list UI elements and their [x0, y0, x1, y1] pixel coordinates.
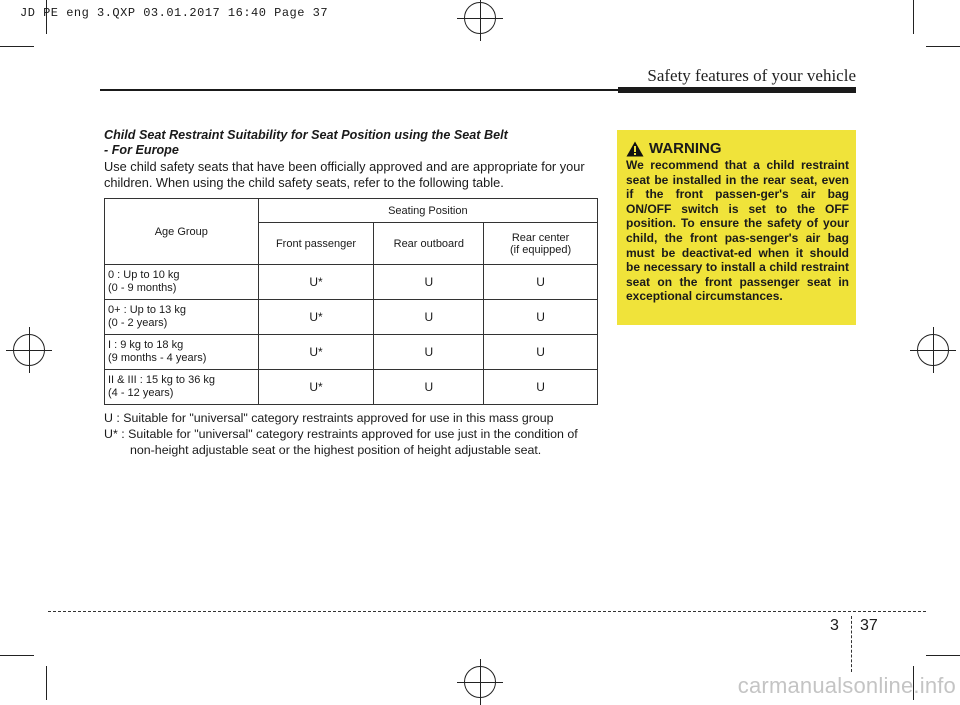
intro-paragraph: Use child safety seats that have been officially approved and are appropriate for your children. When using the child safety seats, refer to the following table.: [104, 159, 585, 190]
warning-text: We recommend that a child restraint seat be installed in the rear seat, even if the front passen-ger's air bag ON/OFF switch is set to the OFF position. To ensure the safety of your child, the front pas-senger's air bag must be deactivat-ed when it should be necessary to install a child restraint seat on the front passenger seat in exceptional circumstances.: [626, 158, 849, 304]
value-cell: U: [484, 335, 598, 370]
age-cell: [105, 300, 259, 335]
age-range: I : 9 kg to 18 kg: [108, 339, 184, 351]
age-cell: [105, 335, 259, 370]
footer-rule: [48, 611, 926, 612]
crop-mark: [0, 655, 34, 656]
legend-notes: [104, 410, 604, 458]
note-universal: U : Suitable for "universal" category restraints approved for use in this mass group: [104, 411, 554, 425]
crop-mark: [913, 0, 914, 34]
col-header-rear-center: [484, 223, 598, 265]
warning-triangle-icon: [626, 141, 644, 157]
table-row: [105, 265, 598, 300]
print-stamp: JD PE eng 3.QXP 03.01.2017 16:40 Page 37: [20, 6, 329, 20]
age-span: (9 months - 4 years): [108, 352, 207, 364]
value-cell: U*: [258, 265, 374, 300]
rear-center-sublabel: (if equipped): [510, 243, 572, 256]
registration-mark-icon: [917, 334, 949, 366]
watermark: carmanualsonline.info: [737, 673, 956, 698]
page-title: [104, 128, 604, 158]
age-span: (4 - 12 years): [108, 387, 174, 399]
value-cell: U: [374, 370, 484, 405]
note-universal-conditional: U* : Suitable for "universal" category restraints approved for use just in the condition of non-height adjustable seat or the highest position of height adjustable seat.: [104, 427, 578, 457]
age-group-header: Age Group: [105, 199, 259, 265]
table-row: [105, 300, 598, 335]
suitability-table: [104, 198, 598, 405]
value-cell: U: [374, 300, 484, 335]
crop-mark: [46, 666, 47, 700]
value-cell: U: [484, 370, 598, 405]
age-range: 0+ : Up to 13 kg: [108, 304, 186, 316]
value-cell: U: [484, 300, 598, 335]
registration-mark-icon: [464, 666, 496, 698]
page-number-divider: [851, 616, 853, 672]
col-header-rear-outboard: Rear outboard: [374, 223, 484, 265]
col-header-front-passenger: Front passenger: [258, 223, 374, 265]
value-cell: U*: [258, 300, 374, 335]
page-number: 37: [860, 617, 878, 634]
rear-center-label: Rear center: [511, 231, 570, 244]
age-span: (0 - 9 months): [108, 282, 177, 294]
registration-mark-icon: [13, 334, 45, 366]
value-cell: U: [374, 265, 484, 300]
age-span: (0 - 2 years): [108, 317, 168, 329]
warning-title: WARNING: [649, 140, 722, 157]
age-cell: [105, 370, 259, 405]
title-line-2: - For Europe: [104, 143, 179, 157]
seating-position-header: Seating Position: [258, 199, 597, 223]
age-range: 0 : Up to 10 kg: [108, 269, 180, 281]
table-row: [105, 335, 598, 370]
title-line-1: Child Seat Restraint Suitability for Seat Position using the Seat Belt: [104, 128, 508, 142]
age-cell: [105, 265, 259, 300]
registration-mark-icon: [464, 2, 496, 34]
crop-mark: [926, 655, 960, 656]
value-cell: U: [374, 335, 484, 370]
value-cell: U: [484, 265, 598, 300]
value-cell: U*: [258, 370, 374, 405]
table-row: [105, 370, 598, 405]
header-rule-accent: [618, 87, 856, 93]
section-title: Safety features of your vehicle: [647, 66, 856, 85]
crop-mark: [926, 46, 960, 47]
warning-header: [626, 140, 849, 157]
crop-mark: [0, 46, 34, 47]
age-range: II & III : 15 kg to 36 kg: [108, 374, 216, 386]
chapter-number: 3: [830, 617, 839, 634]
warning-box: [617, 130, 856, 325]
value-cell: U*: [258, 335, 374, 370]
